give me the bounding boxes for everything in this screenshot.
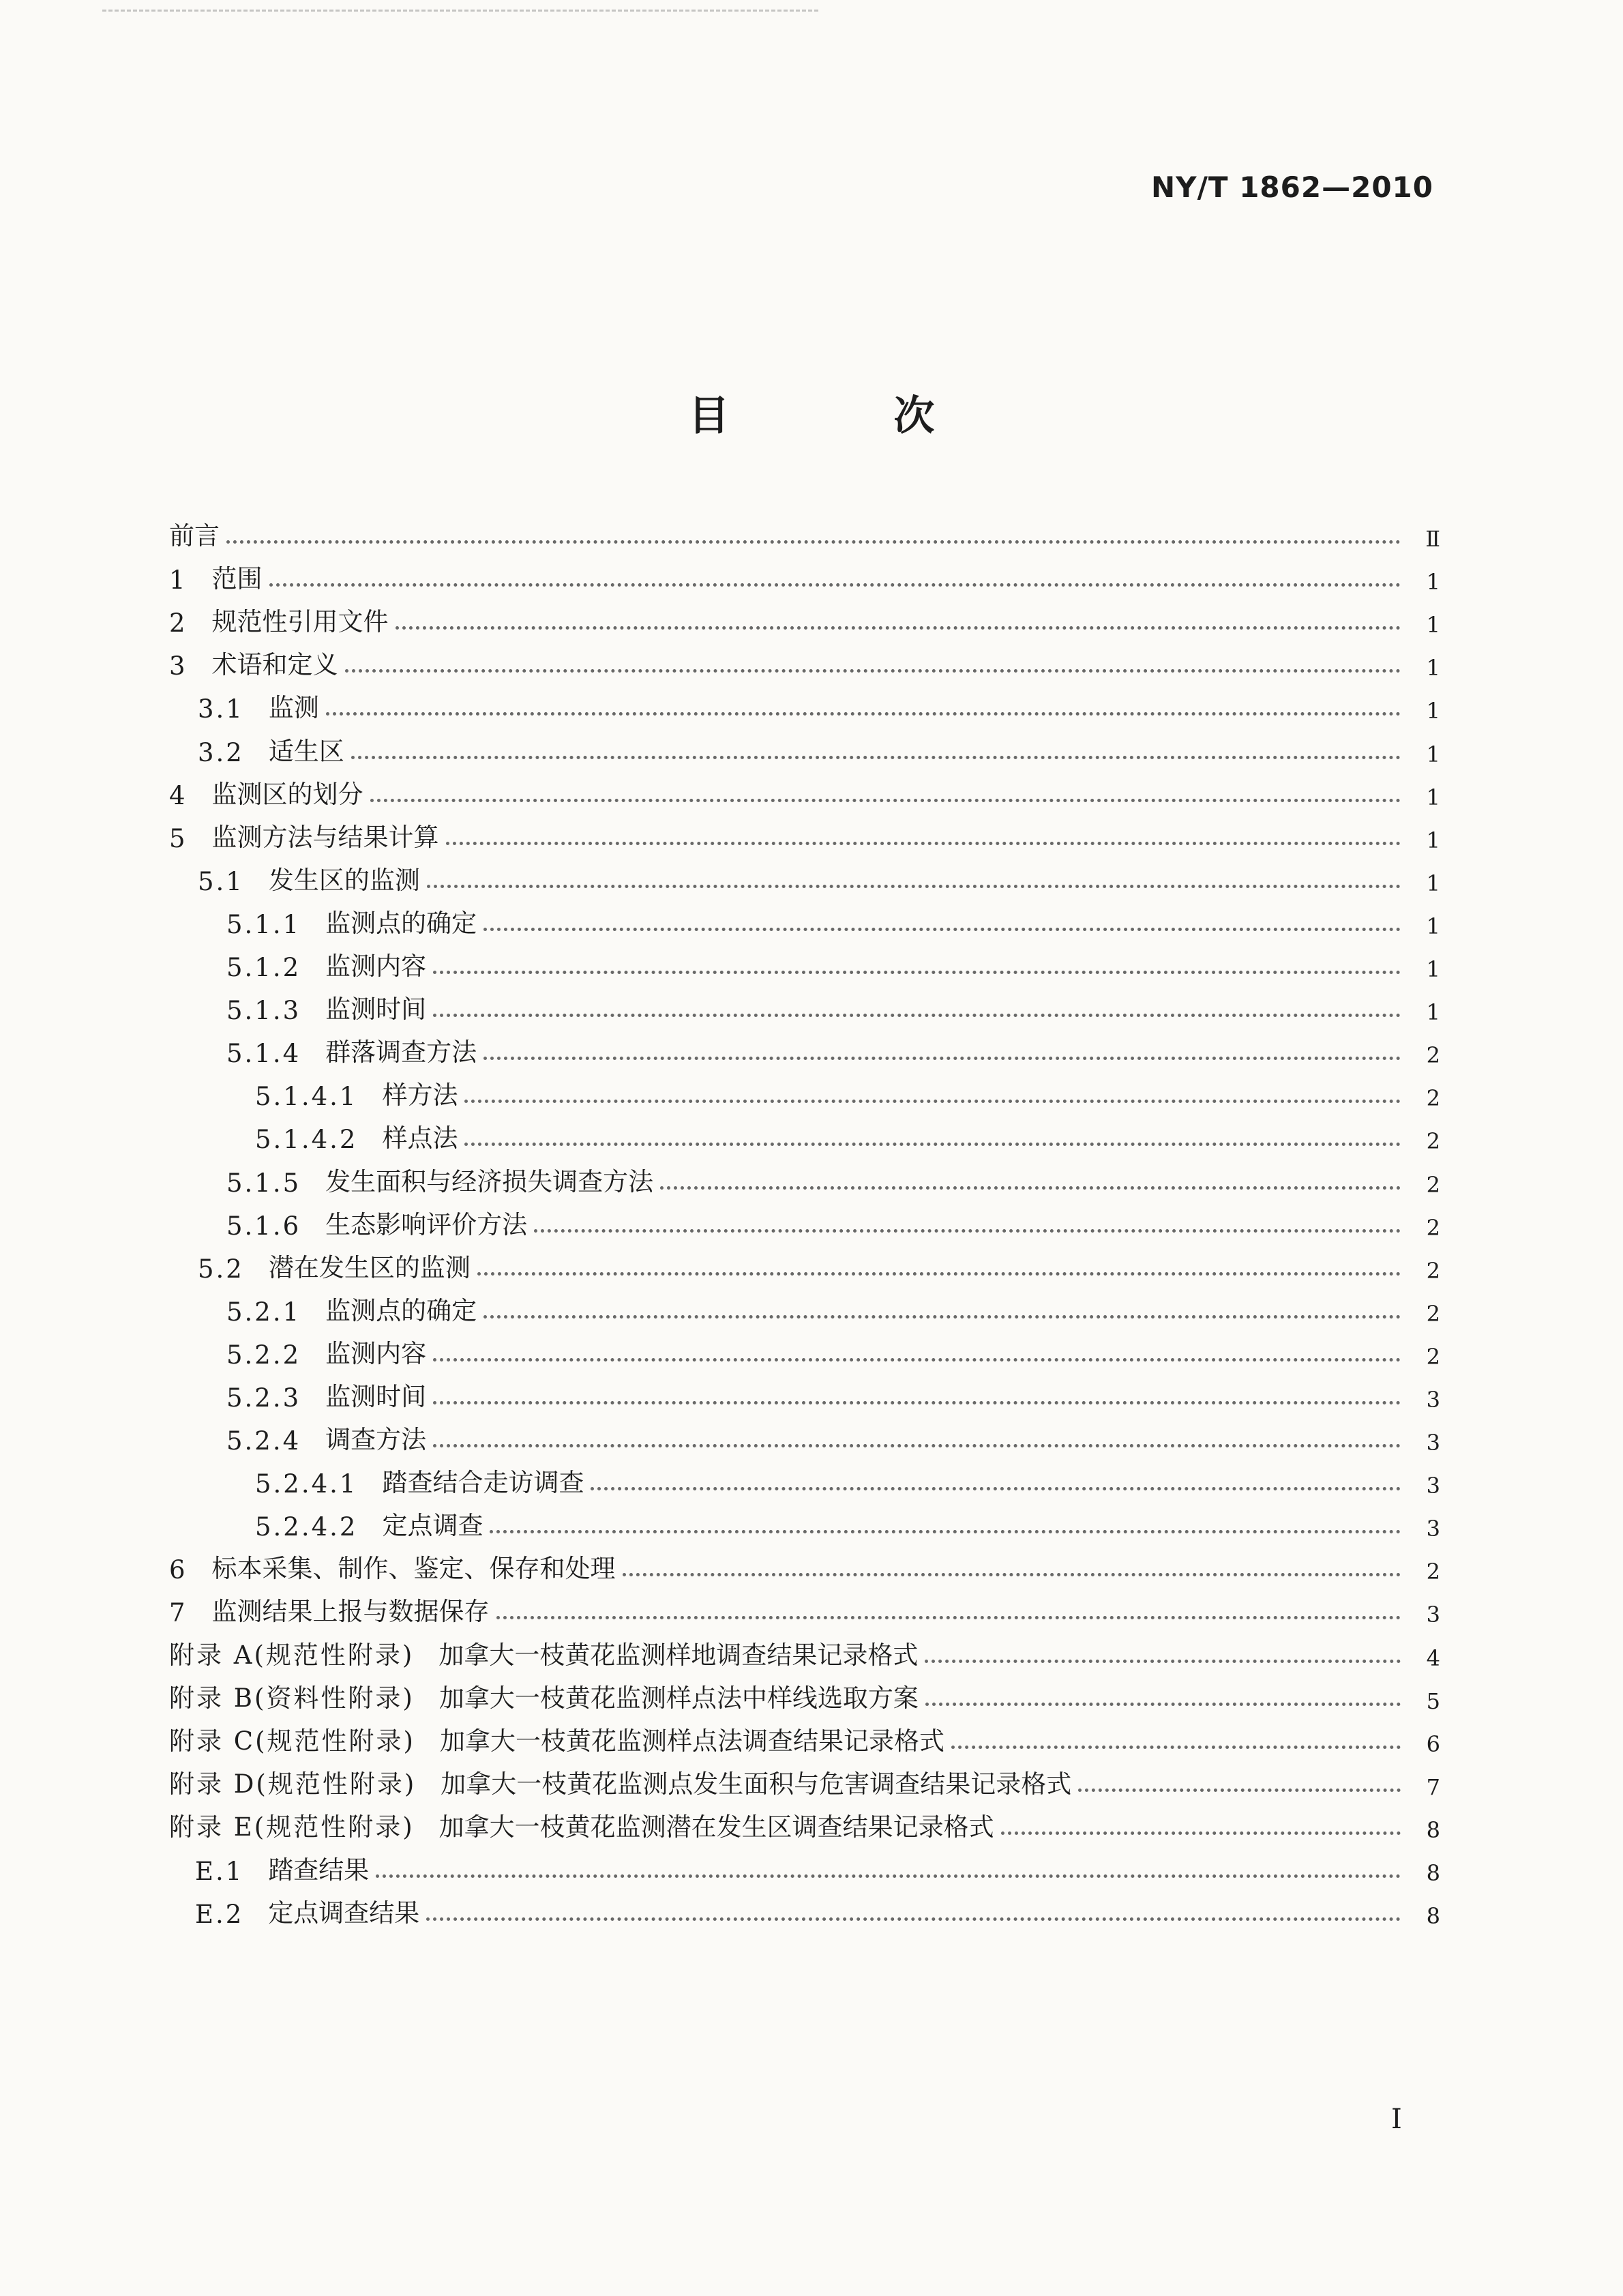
toc-entry[interactable]	[169, 1111, 1440, 1154]
dot-leader	[925, 1703, 1401, 1706]
dot-leader	[433, 971, 1401, 974]
toc-entry-number: 5.1.6	[226, 1211, 301, 1241]
toc-entry-number: E.1	[195, 1857, 244, 1886]
toc-entry[interactable]	[169, 1757, 1440, 1800]
dot-leader	[433, 1401, 1401, 1404]
dot-leader	[226, 540, 1401, 544]
dot-leader	[326, 712, 1401, 716]
toc-entry-page: 1	[1426, 784, 1440, 810]
dot-leader	[490, 1530, 1401, 1533]
toc-entry-label: 监测内容	[325, 1338, 427, 1368]
toc-entry-page: 3	[1426, 1516, 1440, 1542]
dot-leader	[534, 1229, 1401, 1233]
toc-entry[interactable]	[169, 767, 1440, 810]
toc-entry-label: 监测点的确定	[325, 1295, 477, 1325]
dot-leader	[483, 1057, 1401, 1060]
toc-entry-label: 监测时间	[325, 1381, 427, 1411]
toc-entry-label: 生态影响评价方法	[325, 1209, 528, 1239]
dot-leader	[376, 1874, 1401, 1878]
toc-entry-label: 发生面积与经济损失调查方法	[325, 1166, 654, 1196]
toc-entry-number: 5.1.4.2	[255, 1125, 358, 1155]
dot-leader	[925, 1660, 1401, 1663]
toc-entry-page: 3	[1426, 1386, 1440, 1413]
toc-entry-page: 1	[1426, 655, 1440, 681]
dot-leader	[446, 842, 1401, 845]
toc-entry-label: 范围	[211, 564, 263, 594]
toc-entry-page: 6	[1426, 1731, 1440, 1757]
toc-entry-label: 监测时间	[325, 995, 427, 1025]
toc-entry[interactable]	[169, 509, 1440, 552]
toc-entry-page: 2	[1426, 1214, 1440, 1241]
toc-entry-number: 5.1.2	[226, 953, 301, 983]
toc-entry[interactable]	[169, 724, 1440, 767]
dot-leader	[427, 885, 1401, 888]
toc-entry-label: 监测方法与结果计算	[211, 822, 439, 852]
toc-entry-label: 定点调查结果	[268, 1898, 420, 1928]
toc-entry[interactable]	[169, 939, 1440, 982]
toc-entry[interactable]	[169, 1714, 1440, 1757]
toc-entry-number: 4	[169, 780, 188, 810]
toc-entry-label: 标本采集、制作、鉴定、保存和处理	[211, 1554, 616, 1584]
toc-entry-page: Ⅱ	[1425, 526, 1440, 553]
toc-entry-number: 5.1.5	[226, 1168, 301, 1198]
toc-entry[interactable]	[169, 1284, 1440, 1327]
table-of-contents	[169, 509, 1440, 1929]
dot-leader	[951, 1746, 1401, 1749]
toc-entry[interactable]	[169, 552, 1440, 595]
dot-leader	[1001, 1831, 1401, 1835]
toc-entry-label: 监测点的确定	[325, 908, 477, 938]
toc-entry-page: 2	[1426, 1257, 1440, 1284]
toc-entry-label: 调查方法	[325, 1425, 427, 1455]
toc-entry-page: 1	[1426, 999, 1440, 1026]
dot-leader	[483, 928, 1401, 931]
toc-entry-number: 5	[169, 823, 188, 853]
scan-artifact-dashes	[102, 10, 818, 12]
toc-entry-label: 潜在发生区的监测	[268, 1252, 471, 1282]
toc-entry-number: 附录 E(规范性附录)	[169, 1812, 415, 1842]
toc-entry[interactable]	[169, 1068, 1440, 1111]
toc-entry-page: 1	[1426, 698, 1440, 724]
toc-entry-label: 规范性引用文件	[211, 607, 389, 637]
toc-entry-page: 1	[1426, 870, 1440, 896]
toc-entry[interactable]	[169, 1241, 1440, 1284]
toc-entry-label: 适生区	[268, 736, 344, 766]
toc-entry-label: 发生区的监测	[268, 865, 420, 895]
dot-leader	[351, 756, 1401, 759]
toc-entry-label: 监测结果上报与数据保存	[211, 1597, 490, 1627]
dot-leader	[591, 1487, 1401, 1490]
dot-leader	[483, 1315, 1401, 1319]
toc-entry-label: 加拿大一枝黄花监测样点法调查结果记录格式	[439, 1726, 944, 1756]
toc-entry-number: 6	[169, 1555, 188, 1585]
toc-entry-number: 附录 A(规范性附录)	[169, 1640, 415, 1670]
toc-entry-number: 5.2.4	[226, 1426, 301, 1456]
toc-entry-label: 加拿大一枝黄花监测样地调查结果记录格式	[438, 1640, 919, 1670]
toc-entry-number: 3.2	[198, 737, 244, 767]
toc-entry-page: 3	[1426, 1602, 1440, 1628]
toc-entry-page: 4	[1426, 1645, 1440, 1671]
dot-leader	[660, 1186, 1401, 1190]
toc-entry-label: 样方法	[382, 1080, 458, 1110]
toc-entry[interactable]	[169, 982, 1440, 1025]
toc-entry-label: 监测	[268, 693, 319, 723]
dot-leader	[496, 1616, 1401, 1619]
dot-leader	[370, 799, 1401, 802]
toc-entry[interactable]	[169, 853, 1440, 896]
toc-entry-page: 2	[1426, 1042, 1440, 1069]
toc-entry-label: 术语和定义	[211, 650, 338, 680]
toc-entry-number: 附录 C(规范性附录)	[169, 1726, 415, 1756]
toc-entry-number: 1	[169, 565, 188, 595]
dot-leader	[477, 1272, 1401, 1276]
toc-entry-label: 前言	[169, 521, 220, 551]
toc-entry-page: 1	[1426, 827, 1440, 853]
toc-entry-page: 2	[1426, 1300, 1440, 1327]
toc-entry[interactable]	[169, 1886, 1440, 1929]
toc-entry-label: 监测区的划分	[211, 779, 363, 809]
standard-number: NY/T 1862—2010	[1151, 171, 1433, 204]
toc-entry[interactable]	[169, 1413, 1440, 1456]
toc-entry-page: 3	[1426, 1430, 1440, 1456]
toc-entry-page: 8	[1426, 1816, 1440, 1843]
toc-entry-page: 2	[1426, 1559, 1440, 1585]
page-title: 目 次	[688, 392, 1010, 440]
toc-entry-label: 加拿大一枝黄花监测潜在发生区调查结果记录格式	[438, 1812, 994, 1842]
toc-entry-number: 附录 D(规范性附录)	[169, 1769, 417, 1799]
toc-entry-page: 3	[1426, 1473, 1440, 1499]
toc-entry-label: 踏查结合走访调查	[382, 1468, 584, 1498]
toc-entry-number: 5.2.3	[226, 1383, 301, 1413]
toc-entry[interactable]	[169, 681, 1440, 724]
toc-entry-page: 1	[1426, 569, 1440, 595]
toc-entry[interactable]	[169, 638, 1440, 681]
toc-entry-label: 加拿大一枝黄花监测样点法中样线选取方案	[438, 1683, 919, 1713]
toc-entry[interactable]	[169, 1542, 1440, 1585]
toc-entry-label: 加拿大一枝黄花监测点发生面积与危害调查结果记录格式	[441, 1769, 1072, 1799]
toc-entry-number: 5.1.1	[226, 909, 301, 939]
toc-entry-page: 2	[1426, 1343, 1440, 1370]
dot-leader	[426, 1917, 1401, 1921]
toc-entry-number: E.2	[195, 1900, 244, 1930]
toc-entry-label: 样点法	[382, 1123, 458, 1153]
toc-entry-page: 1	[1426, 612, 1440, 638]
toc-entry-label: 群落调查方法	[325, 1037, 477, 1068]
toc-entry-page: 1	[1426, 741, 1440, 767]
toc-entry[interactable]	[169, 896, 1440, 939]
dot-leader	[433, 1444, 1401, 1447]
toc-entry-number: 3.1	[198, 694, 244, 724]
toc-entry[interactable]	[169, 1025, 1440, 1068]
toc-entry[interactable]	[169, 1154, 1440, 1197]
toc-entry-page: 1	[1426, 913, 1440, 939]
dot-leader	[433, 1014, 1401, 1017]
toc-entry[interactable]	[169, 1800, 1440, 1843]
toc-entry-page: 5	[1426, 1688, 1440, 1714]
toc-entry-number: 7	[169, 1598, 188, 1628]
toc-entry-label: 定点调查	[382, 1511, 483, 1541]
toc-entry-number: 5.1.4	[226, 1039, 301, 1069]
toc-entry-number: 5.1.4.1	[255, 1082, 358, 1112]
toc-entry[interactable]	[169, 1843, 1440, 1886]
toc-entry-page: 2	[1426, 1128, 1440, 1155]
toc-entry-page: 2	[1426, 1085, 1440, 1112]
toc-entry-number: 5.1	[198, 866, 244, 896]
toc-entry[interactable]	[169, 1456, 1440, 1499]
toc-entry-number: 5.1.3	[226, 996, 301, 1026]
dot-leader	[1078, 1789, 1401, 1792]
dot-leader	[433, 1358, 1401, 1362]
toc-entry[interactable]	[169, 810, 1440, 853]
toc-entry-page: 8	[1426, 1860, 1440, 1886]
toc-entry-page: 8	[1426, 1903, 1440, 1930]
toc-entry[interactable]	[169, 1628, 1440, 1671]
toc-entry[interactable]	[169, 1198, 1440, 1241]
toc-entry-number: 2	[169, 608, 188, 638]
toc-entry[interactable]	[169, 1499, 1440, 1542]
dot-leader	[464, 1100, 1401, 1103]
toc-entry-number: 5.2.4.1	[255, 1469, 358, 1499]
dot-leader	[623, 1573, 1401, 1576]
toc-entry-number: 3	[169, 651, 188, 681]
toc-entry-label: 踏查结果	[268, 1855, 370, 1885]
page-number: I	[1391, 2104, 1402, 2135]
toc-entry[interactable]	[169, 595, 1440, 638]
dot-leader	[464, 1143, 1401, 1146]
dot-leader	[396, 626, 1401, 630]
toc-entry-number: 5.2.4.2	[255, 1512, 358, 1542]
toc-entry[interactable]	[169, 1671, 1440, 1714]
toc-entry[interactable]	[169, 1585, 1440, 1628]
toc-entry-number: 5.2.1	[226, 1297, 301, 1327]
toc-entry-page: 7	[1426, 1773, 1440, 1800]
toc-entry-page: 2	[1426, 1171, 1440, 1198]
toc-entry-page: 1	[1426, 956, 1440, 983]
toc-entry-number: 5.2.2	[226, 1340, 301, 1370]
toc-entry-number: 附录 B(资料性附录)	[169, 1683, 415, 1713]
toc-entry-label: 监测内容	[325, 952, 427, 982]
toc-entry-number: 5.2	[198, 1254, 244, 1284]
toc-entry[interactable]	[169, 1370, 1440, 1413]
dot-leader	[269, 583, 1401, 587]
toc-entry[interactable]	[169, 1327, 1440, 1370]
dot-leader	[345, 669, 1401, 673]
